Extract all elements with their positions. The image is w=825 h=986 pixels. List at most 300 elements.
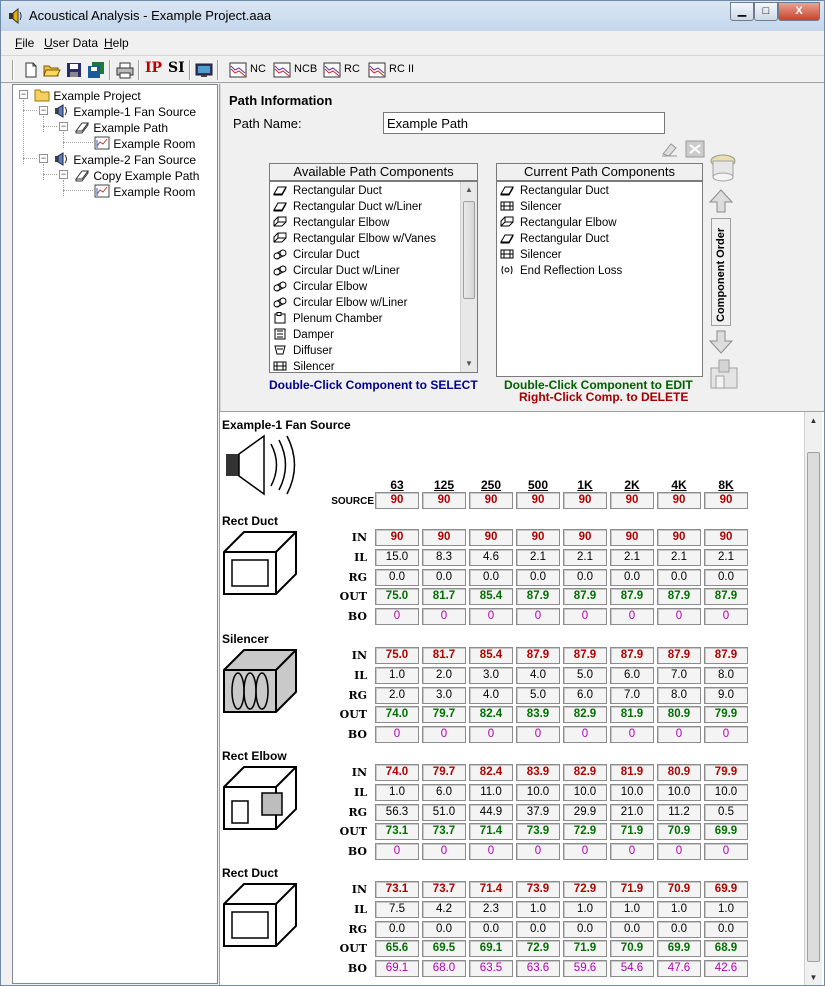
value-cell-in[interactable]: 79.9 bbox=[704, 764, 748, 781]
rect-duct-drawing bbox=[222, 882, 300, 950]
value-cell-bo[interactable]: 0 bbox=[469, 843, 513, 860]
available-component-item[interactable] bbox=[273, 328, 334, 344]
toolbar-separator bbox=[217, 60, 219, 80]
toolbar-separator bbox=[189, 60, 191, 80]
value-cell-in[interactable]: 80.9 bbox=[657, 764, 701, 781]
delete-component-icon[interactable] bbox=[684, 139, 706, 159]
value-cell-il[interactable]: 10.0 bbox=[704, 784, 748, 801]
frequency-header: 125 bbox=[433, 478, 455, 492]
value-cell-rg[interactable]: 0.0 bbox=[563, 921, 607, 938]
edit-hint: Double-Click Component to EDIT bbox=[504, 378, 693, 392]
move-up-icon[interactable] bbox=[708, 188, 734, 214]
value-cell-il[interactable]: 1.0 bbox=[563, 901, 607, 918]
value-cell-il[interactable]: 2.1 bbox=[704, 549, 748, 566]
value-cell-out[interactable]: 82.9 bbox=[563, 706, 607, 723]
value-cell-rg[interactable]: 0.0 bbox=[516, 569, 560, 586]
value-cell-il[interactable]: 2.1 bbox=[657, 549, 701, 566]
value-cell-il[interactable]: 4.2 bbox=[422, 901, 466, 918]
value-cell-in[interactable]: 71.4 bbox=[469, 881, 513, 898]
value-cell-in[interactable]: 90 bbox=[657, 529, 701, 546]
open-folder-icon[interactable] bbox=[43, 61, 61, 79]
value-cell-out[interactable]: 87.9 bbox=[657, 588, 701, 605]
value-cell-rg[interactable]: 56.3 bbox=[375, 804, 419, 821]
ip-units-button[interactable]: IP bbox=[145, 60, 163, 76]
value-cell-il[interactable]: 4.0 bbox=[516, 667, 560, 684]
value-cell-bo[interactable]: 0 bbox=[563, 608, 607, 625]
value-cell-out[interactable]: 72.9 bbox=[516, 940, 560, 957]
value-cell-in[interactable]: 69.9 bbox=[704, 881, 748, 898]
available-components-header: Available Path Components bbox=[269, 163, 478, 181]
app-speaker-icon bbox=[8, 8, 22, 24]
print-icon[interactable] bbox=[116, 61, 134, 79]
value-cell-in[interactable]: 79.7 bbox=[422, 764, 466, 781]
source-value-cell[interactable]: 90 bbox=[657, 492, 701, 509]
monitor-icon[interactable] bbox=[195, 61, 213, 79]
value-cell-bo[interactable]: 0 bbox=[422, 726, 466, 743]
value-cell-out[interactable]: 81.9 bbox=[610, 706, 654, 723]
value-cell-out[interactable]: 87.9 bbox=[516, 588, 560, 605]
clear-icon[interactable] bbox=[660, 140, 680, 158]
value-cell-in[interactable]: 87.9 bbox=[516, 647, 560, 664]
tree-expander-source-2[interactable]: − bbox=[40, 153, 47, 163]
value-cell-rg[interactable]: 0.0 bbox=[563, 569, 607, 586]
value-cell-il[interactable]: 2.1 bbox=[563, 549, 607, 566]
value-cell-out[interactable]: 70.9 bbox=[610, 940, 654, 957]
tree-line bbox=[43, 164, 44, 180]
nc-curve-icon[interactable] bbox=[229, 61, 247, 79]
component-title: Rect Duct bbox=[222, 514, 279, 528]
plenum-icon bbox=[273, 312, 287, 324]
value-cell-out[interactable]: 69.1 bbox=[469, 940, 513, 957]
value-cell-in[interactable]: 90 bbox=[422, 529, 466, 546]
value-cell-in[interactable]: 87.9 bbox=[657, 647, 701, 664]
current-component-item-label: End Reflection Loss bbox=[520, 265, 623, 277]
value-cell-bo[interactable]: 0 bbox=[704, 608, 748, 625]
value-cell-il[interactable]: 11.0 bbox=[469, 784, 513, 801]
current-component-item-label: Silencer bbox=[520, 249, 562, 261]
value-cell-il[interactable]: 6.0 bbox=[422, 784, 466, 801]
value-cell-rg[interactable]: 9.0 bbox=[704, 687, 748, 704]
select-hint: Double-Click Component to SELECT bbox=[269, 378, 478, 392]
value-cell-bo[interactable]: 54.6 bbox=[610, 960, 654, 977]
value-cell-rg[interactable]: 44.9 bbox=[469, 804, 513, 821]
value-cell-il[interactable]: 2.0 bbox=[422, 667, 466, 684]
value-cell-in[interactable]: 73.1 bbox=[375, 881, 419, 898]
tree-line bbox=[63, 180, 64, 196]
value-cell-rg[interactable]: 4.0 bbox=[469, 687, 513, 704]
row-label-rg: RG bbox=[348, 922, 367, 936]
current-components-list[interactable] bbox=[496, 181, 703, 377]
value-cell-rg[interactable]: 6.0 bbox=[563, 687, 607, 704]
value-cell-rg[interactable]: 2.0 bbox=[375, 687, 419, 704]
value-cell-rg[interactable]: 37.9 bbox=[516, 804, 560, 821]
list-scroll-down-arrow[interactable]: ▼ bbox=[465, 359, 473, 368]
silencer-icon bbox=[273, 360, 287, 372]
value-cell-out[interactable]: 82.4 bbox=[469, 706, 513, 723]
tree-expander-project[interactable]: − bbox=[20, 89, 27, 99]
value-cell-bo[interactable]: 47.6 bbox=[657, 960, 701, 977]
value-cell-in[interactable]: 87.9 bbox=[704, 647, 748, 664]
value-cell-bo[interactable]: 0 bbox=[610, 726, 654, 743]
value-cell-rg[interactable]: 29.9 bbox=[563, 804, 607, 821]
value-cell-out[interactable]: 87.9 bbox=[563, 588, 607, 605]
circ-elbow-icon bbox=[273, 280, 287, 292]
list-scroll-thumb[interactable] bbox=[463, 201, 475, 299]
value-cell-out[interactable]: 80.9 bbox=[657, 706, 701, 723]
value-cell-out[interactable]: 87.9 bbox=[610, 588, 654, 605]
value-cell-il[interactable]: 5.0 bbox=[563, 667, 607, 684]
value-cell-bo[interactable]: 0 bbox=[422, 608, 466, 625]
value-cell-bo[interactable]: 0 bbox=[563, 726, 607, 743]
component-title: Rect Elbow bbox=[222, 749, 287, 763]
value-cell-bo[interactable]: 0 bbox=[375, 843, 419, 860]
tree-node-room-2[interactable] bbox=[94, 184, 195, 199]
value-cell-in[interactable]: 81.9 bbox=[610, 764, 654, 781]
value-cell-rg[interactable]: 0.0 bbox=[422, 921, 466, 938]
value-cell-in[interactable]: 83.9 bbox=[516, 764, 560, 781]
value-cell-rg[interactable]: 0.0 bbox=[610, 569, 654, 586]
current-component-item[interactable] bbox=[500, 232, 609, 248]
current-component-item-label: Rectangular Elbow bbox=[520, 217, 617, 229]
current-component-item[interactable] bbox=[500, 264, 622, 280]
value-cell-bo[interactable]: 0 bbox=[375, 726, 419, 743]
tree-expander-source-1[interactable]: − bbox=[40, 105, 47, 115]
available-component-item[interactable] bbox=[273, 200, 422, 216]
frequency-header: 500 bbox=[527, 478, 549, 492]
value-cell-out[interactable]: 69.9 bbox=[657, 940, 701, 957]
value-cell-bo[interactable]: 59.6 bbox=[563, 960, 607, 977]
rect-elbow-vanes-icon bbox=[273, 232, 287, 244]
value-cell-rg[interactable]: 11.2 bbox=[657, 804, 701, 821]
circ-duct-liner-icon bbox=[273, 264, 287, 276]
available-components-list[interactable] bbox=[269, 181, 478, 373]
menu-help[interactable]: Help bbox=[104, 36, 129, 50]
value-cell-il[interactable]: 10.0 bbox=[657, 784, 701, 801]
tree-node-path-1[interactable] bbox=[74, 120, 168, 135]
menu-bar bbox=[1, 32, 824, 54]
scroll-down-arrow[interactable]: ▼ bbox=[809, 973, 818, 982]
value-cell-in[interactable]: 82.4 bbox=[469, 764, 513, 781]
available-component-item-label: Circular Elbow bbox=[293, 281, 368, 293]
value-cell-rg[interactable]: 8.0 bbox=[657, 687, 701, 704]
rc-curve-icon[interactable] bbox=[323, 61, 341, 79]
tree-node-label: Example Path bbox=[93, 121, 169, 135]
available-component-item-label: Rectangular Elbow bbox=[293, 217, 390, 229]
available-component-item[interactable] bbox=[273, 264, 400, 280]
value-cell-rg[interactable]: 0.0 bbox=[610, 921, 654, 938]
value-cell-out[interactable]: 79.9 bbox=[704, 706, 748, 723]
tree-line bbox=[23, 110, 37, 111]
value-cell-il[interactable]: 10.0 bbox=[563, 784, 607, 801]
value-cell-out[interactable]: 81.7 bbox=[422, 588, 466, 605]
tree-line bbox=[63, 190, 93, 191]
value-cell-bo[interactable]: 0 bbox=[469, 608, 513, 625]
fan-speaker-drawing bbox=[224, 432, 302, 498]
value-cell-rg[interactable]: 3.0 bbox=[422, 687, 466, 704]
value-cell-rg[interactable]: 0.0 bbox=[704, 569, 748, 586]
tree-expander-path-2[interactable]: − bbox=[60, 169, 67, 179]
tree-expander-path-1[interactable]: − bbox=[60, 121, 67, 131]
save-icon[interactable] bbox=[65, 61, 83, 79]
value-cell-in[interactable]: 90 bbox=[469, 529, 513, 546]
value-cell-out[interactable]: 71.4 bbox=[469, 823, 513, 840]
value-cell-rg[interactable]: 0.0 bbox=[422, 569, 466, 586]
value-cell-rg[interactable]: 5.0 bbox=[516, 687, 560, 704]
available-component-item[interactable] bbox=[273, 184, 382, 200]
value-cell-bo[interactable]: 0 bbox=[516, 843, 560, 860]
value-cell-rg[interactable]: 0.0 bbox=[657, 569, 701, 586]
value-cell-rg[interactable]: 51.0 bbox=[422, 804, 466, 821]
value-cell-in[interactable]: 90 bbox=[375, 529, 419, 546]
value-cell-out[interactable]: 87.9 bbox=[704, 588, 748, 605]
menu-user-data[interactable]: User Data bbox=[44, 36, 99, 50]
value-cell-in[interactable]: 90 bbox=[516, 529, 560, 546]
detail-scrollbar[interactable] bbox=[804, 412, 822, 986]
value-cell-in[interactable]: 90 bbox=[610, 529, 654, 546]
value-cell-bo[interactable]: 0 bbox=[704, 843, 748, 860]
value-cell-in[interactable]: 90 bbox=[704, 529, 748, 546]
nc-button-label[interactable]: NC bbox=[250, 63, 266, 75]
frequency-header: 1K bbox=[577, 478, 593, 492]
value-cell-il[interactable]: 6.0 bbox=[610, 667, 654, 684]
tree-node-path-2[interactable] bbox=[74, 168, 199, 183]
value-cell-bo[interactable]: 63.5 bbox=[469, 960, 513, 977]
frequency-header: 8K bbox=[718, 478, 734, 492]
value-cell-bo[interactable]: 0 bbox=[610, 843, 654, 860]
move-down-icon[interactable] bbox=[708, 329, 734, 355]
available-list-scrollbar[interactable] bbox=[460, 182, 477, 372]
value-cell-bo[interactable]: 0 bbox=[610, 608, 654, 625]
value-cell-bo[interactable]: 0 bbox=[657, 843, 701, 860]
value-cell-bo[interactable]: 0 bbox=[657, 608, 701, 625]
value-cell-bo[interactable]: 0 bbox=[422, 843, 466, 860]
available-component-item[interactable] bbox=[273, 344, 332, 360]
silencer-icon bbox=[500, 200, 514, 212]
tree-line bbox=[43, 174, 57, 175]
value-cell-il[interactable]: 3.0 bbox=[469, 667, 513, 684]
value-cell-rg[interactable]: 0.0 bbox=[375, 569, 419, 586]
value-cell-bo[interactable]: 69.1 bbox=[375, 960, 419, 977]
value-cell-il[interactable]: 1.0 bbox=[516, 901, 560, 918]
value-cell-out[interactable]: 65.6 bbox=[375, 940, 419, 957]
value-cell-out[interactable]: 71.9 bbox=[610, 823, 654, 840]
value-cell-in[interactable]: 81.7 bbox=[422, 647, 466, 664]
value-cell-in[interactable]: 82.9 bbox=[563, 764, 607, 781]
tree-line bbox=[23, 158, 37, 159]
value-cell-rg[interactable]: 0.0 bbox=[469, 921, 513, 938]
value-cell-il[interactable]: 15.0 bbox=[375, 549, 419, 566]
row-label-in: IN bbox=[351, 766, 367, 779]
tree-node-source-2[interactable] bbox=[54, 152, 196, 167]
duct-icon bbox=[74, 120, 90, 134]
value-cell-rg[interactable]: 0.0 bbox=[469, 569, 513, 586]
source-value-cell[interactable]: 90 bbox=[469, 492, 513, 509]
source-value-cell[interactable]: 90 bbox=[563, 492, 607, 509]
available-component-item[interactable] bbox=[273, 280, 367, 296]
tree-node-project[interactable] bbox=[34, 88, 141, 103]
value-cell-bo[interactable]: 68.0 bbox=[422, 960, 466, 977]
path-name-input[interactable]: Example Path bbox=[383, 112, 665, 134]
rc2-curve-icon[interactable] bbox=[368, 61, 386, 79]
value-cell-il[interactable]: 10.0 bbox=[610, 784, 654, 801]
current-component-item[interactable] bbox=[500, 200, 562, 216]
value-cell-il[interactable]: 4.6 bbox=[469, 549, 513, 566]
diffuser-icon bbox=[273, 344, 287, 356]
value-cell-out[interactable]: 69.5 bbox=[422, 940, 466, 957]
value-cell-in[interactable]: 90 bbox=[563, 529, 607, 546]
tree-node-label: Example-1 Fan Source bbox=[73, 105, 197, 119]
row-label-rg: RG bbox=[348, 688, 367, 702]
tree-node-source-1[interactable] bbox=[54, 104, 196, 119]
value-cell-bo[interactable]: 0 bbox=[704, 726, 748, 743]
tree-line bbox=[43, 116, 44, 132]
current-component-item[interactable] bbox=[500, 184, 609, 200]
value-cell-out[interactable]: 85.4 bbox=[469, 588, 513, 605]
value-cell-il[interactable]: 8.0 bbox=[704, 667, 748, 684]
tree-node-room-1[interactable] bbox=[94, 136, 195, 151]
frequency-header: 250 bbox=[480, 478, 502, 492]
available-component-item[interactable] bbox=[273, 360, 335, 373]
duct-icon bbox=[74, 168, 90, 182]
rect-duct-icon bbox=[500, 232, 514, 244]
value-cell-out[interactable]: 69.9 bbox=[704, 823, 748, 840]
value-cell-out[interactable]: 73.1 bbox=[375, 823, 419, 840]
source-value-cell[interactable]: 90 bbox=[375, 492, 419, 509]
value-cell-rg[interactable]: 21.0 bbox=[610, 804, 654, 821]
value-cell-out[interactable]: 75.0 bbox=[375, 588, 419, 605]
available-component-item[interactable] bbox=[273, 248, 359, 264]
value-cell-rg[interactable]: 7.0 bbox=[610, 687, 654, 704]
value-cell-out[interactable]: 83.9 bbox=[516, 706, 560, 723]
value-cell-bo[interactable]: 0 bbox=[516, 726, 560, 743]
value-cell-out[interactable]: 73.7 bbox=[422, 823, 466, 840]
value-cell-out[interactable]: 74.0 bbox=[375, 706, 419, 723]
value-cell-in[interactable]: 72.9 bbox=[563, 881, 607, 898]
current-component-item-label: Silencer bbox=[520, 201, 562, 213]
available-component-item[interactable] bbox=[273, 232, 436, 248]
scroll-thumb[interactable] bbox=[807, 452, 820, 962]
component-order-frame bbox=[711, 218, 731, 326]
value-cell-il[interactable]: 1.0 bbox=[375, 667, 419, 684]
value-cell-bo[interactable]: 0 bbox=[563, 843, 607, 860]
rc2-button-label[interactable]: RC II bbox=[389, 63, 415, 75]
value-cell-rg[interactable]: 0.5 bbox=[704, 804, 748, 821]
value-cell-il[interactable]: 1.0 bbox=[704, 901, 748, 918]
row-label-out: OUT bbox=[339, 825, 367, 839]
menu-file[interactable]: File bbox=[15, 36, 35, 50]
value-cell-bo[interactable]: 0 bbox=[469, 726, 513, 743]
rc-button-label[interactable]: RC bbox=[344, 63, 360, 75]
available-component-item[interactable] bbox=[273, 296, 407, 312]
value-cell-il[interactable]: 1.0 bbox=[610, 901, 654, 918]
value-cell-bo[interactable]: 42.6 bbox=[704, 960, 748, 977]
row-label-bo: BO bbox=[347, 845, 367, 859]
available-component-item-label: Diffuser bbox=[293, 345, 333, 357]
value-cell-il[interactable]: 10.0 bbox=[516, 784, 560, 801]
maximize-button[interactable]: □ bbox=[754, 2, 778, 21]
current-component-item[interactable] bbox=[500, 248, 562, 264]
value-cell-in[interactable]: 85.4 bbox=[469, 647, 513, 664]
toolbar-grip bbox=[12, 60, 14, 80]
project-tree[interactable] bbox=[12, 84, 218, 984]
value-cell-out[interactable]: 79.7 bbox=[422, 706, 466, 723]
available-component-item-label: Circular Duct bbox=[293, 249, 360, 261]
value-cell-in[interactable]: 73.7 bbox=[422, 881, 466, 898]
value-cell-bo[interactable]: 0 bbox=[657, 726, 701, 743]
value-cell-rg[interactable]: 0.0 bbox=[704, 921, 748, 938]
value-cell-in[interactable]: 73.9 bbox=[516, 881, 560, 898]
value-cell-rg[interactable]: 0.0 bbox=[375, 921, 419, 938]
value-cell-rg[interactable]: 0.0 bbox=[516, 921, 560, 938]
minimize-button[interactable]: ▁ bbox=[730, 2, 754, 21]
value-cell-il[interactable]: 7.5 bbox=[375, 901, 419, 918]
source-value-cell[interactable]: 90 bbox=[704, 492, 748, 509]
value-cell-in[interactable]: 74.0 bbox=[375, 764, 419, 781]
value-cell-in[interactable]: 87.9 bbox=[563, 647, 607, 664]
value-cell-il[interactable]: 2.1 bbox=[516, 549, 560, 566]
available-component-item-label: Rectangular Duct bbox=[293, 185, 382, 197]
title-bar[interactable] bbox=[1, 1, 824, 31]
value-cell-out[interactable]: 70.9 bbox=[657, 823, 701, 840]
source-value-cell[interactable]: 90 bbox=[422, 492, 466, 509]
value-cell-rg[interactable]: 0.0 bbox=[657, 921, 701, 938]
value-cell-out[interactable]: 73.9 bbox=[516, 823, 560, 840]
value-cell-il[interactable]: 8.3 bbox=[422, 549, 466, 566]
value-cell-il[interactable]: 7.0 bbox=[657, 667, 701, 684]
rect-elbow-icon bbox=[273, 216, 287, 228]
end-reflection-icon bbox=[500, 264, 514, 276]
row-label-out: OUT bbox=[339, 942, 367, 956]
current-component-item[interactable] bbox=[500, 216, 617, 232]
row-label-in: IN bbox=[351, 649, 367, 662]
value-cell-in[interactable]: 75.0 bbox=[375, 647, 419, 664]
ncb-button-label[interactable]: NCB bbox=[294, 63, 318, 75]
value-cell-il[interactable]: 2.1 bbox=[610, 549, 654, 566]
speaker-icon bbox=[54, 152, 70, 166]
available-component-item-label: Circular Duct w/Liner bbox=[293, 265, 400, 277]
value-cell-in[interactable]: 71.9 bbox=[610, 881, 654, 898]
value-cell-il[interactable]: 2.3 bbox=[469, 901, 513, 918]
value-cell-out[interactable]: 72.9 bbox=[563, 823, 607, 840]
value-cell-bo[interactable]: 0 bbox=[375, 608, 419, 625]
value-cell-out[interactable]: 71.9 bbox=[563, 940, 607, 957]
close-button[interactable]: X bbox=[778, 2, 820, 21]
tree-line bbox=[63, 142, 93, 143]
si-units-button[interactable]: SI bbox=[168, 60, 185, 76]
value-cell-il[interactable]: 1.0 bbox=[657, 901, 701, 918]
value-cell-out[interactable]: 68.9 bbox=[704, 940, 748, 957]
scroll-up-arrow[interactable]: ▲ bbox=[809, 416, 818, 425]
available-component-item[interactable] bbox=[273, 312, 382, 328]
value-cell-bo[interactable]: 63.6 bbox=[516, 960, 560, 977]
silencer-icon bbox=[500, 248, 514, 260]
available-component-item[interactable] bbox=[273, 216, 390, 232]
new-file-icon[interactable] bbox=[22, 61, 40, 79]
source-value-cell[interactable]: 90 bbox=[610, 492, 654, 509]
value-cell-in[interactable]: 70.9 bbox=[657, 881, 701, 898]
row-label-out: OUT bbox=[339, 590, 367, 604]
list-scroll-up-arrow[interactable]: ▲ bbox=[465, 185, 473, 194]
row-label-rg: RG bbox=[348, 570, 367, 584]
available-component-item-label: Rectangular Duct w/Liner bbox=[293, 201, 423, 213]
speaker-icon bbox=[54, 104, 70, 118]
value-cell-bo[interactable]: 0 bbox=[516, 608, 560, 625]
value-cell-il[interactable]: 1.0 bbox=[375, 784, 419, 801]
save-all-icon[interactable] bbox=[87, 61, 105, 79]
ncb-curve-icon[interactable] bbox=[273, 61, 291, 79]
source-value-cell[interactable]: 90 bbox=[516, 492, 560, 509]
value-cell-in[interactable]: 87.9 bbox=[610, 647, 654, 664]
